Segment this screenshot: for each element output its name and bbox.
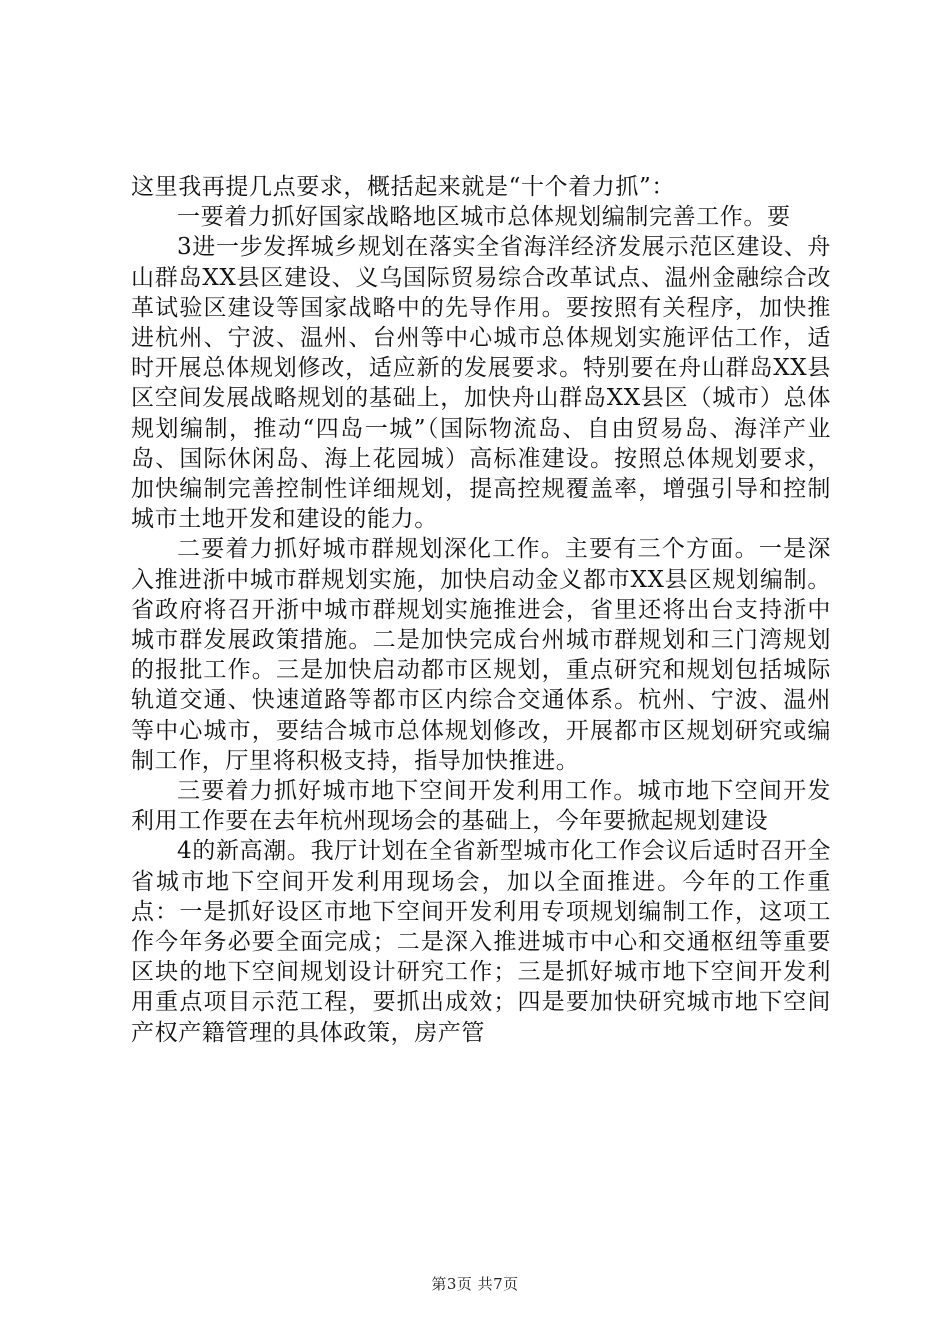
paragraph-intro: 这里我再提几点要求，概括起来就是“十个着力抓”： bbox=[131, 174, 675, 200]
paragraph-1: 一要着力抓好国家战略地区城市总体规划编制完善工作。要 bbox=[177, 204, 791, 231]
document-body bbox=[131, 172, 831, 1048]
paragraph-5: 4的新高潮。我厅计划在全省新型城市化工作会议后适时召开全省城市地下空间开发利用现场会，加以全面推进。今年的工作重点：一是抓好设区市地下空间开发利用专项规划编制工作，这项工作今年务必要全面完成；二是深入推进城市中心和交通枢纽等重要区块的地下空间规划设计研究工作；三是抓好城市地下空间开发利用重点项目示范工程，要抓出成效；四是要加快研究城市地下空间产权产籍管理的具体政策，房产管 bbox=[131, 838, 831, 1046]
page-number-footer: 第3页 共7页 bbox=[431, 1275, 519, 1293]
paragraph-3: 二要着力抓好城市群规划深化工作。主要有三个方面。一是深入推进浙中城市群规划实施，加快启动金义都市XX县区规划编制。省政府将召开浙中城市群规划实施推进会，省里还将出台支持浙中城市群发展政策措施。二是加快完成台州城市群规划和三门湾规划的报批工作。三是加快启动都市区规划，重点研究和规划包括城际轨道交通、快速道路等都市区内综合交通体系。杭州、宁波、温州等中心城市，要结合城市总体规划修改，开展都市区规划研究或编制工作，厅里将积极支持，指导加快推进。 bbox=[131, 536, 831, 774]
paragraph-2: 3进一步发挥城乡规划在落实全省海洋经济发展示范区建设、舟山群岛XX县区建设、义乌国际贸易综合改革试点、温州金融综合改革试验区建设等国家战略中的先导作用。要按照有关程序，加快推进杭州、宁波、温州、台州等中心城市总体规划实施评估工作，适时开展总体规划修改，适应新的发展要求。特别要在舟山群岛XX县区空间发展战略规划的基础上，加快舟山群岛XX县区（城市）总体规划编制，推动“四岛一城”（国际物流岛、自由贸易岛、海洋产业岛、国际休闲岛、海上花园城）高标准建设。按照总体规划要求，加快编制完善控制性详细规划，提高控规覆盖率，增强引导和控制城市土地开发和建设的能力。 bbox=[131, 234, 831, 533]
paragraph-4: 三要着力抓好城市地下空间开发利用工作。城市地下空间开发利用工作要在去年杭州现场会的基础上，今年要掀起规划建设 bbox=[131, 778, 831, 835]
